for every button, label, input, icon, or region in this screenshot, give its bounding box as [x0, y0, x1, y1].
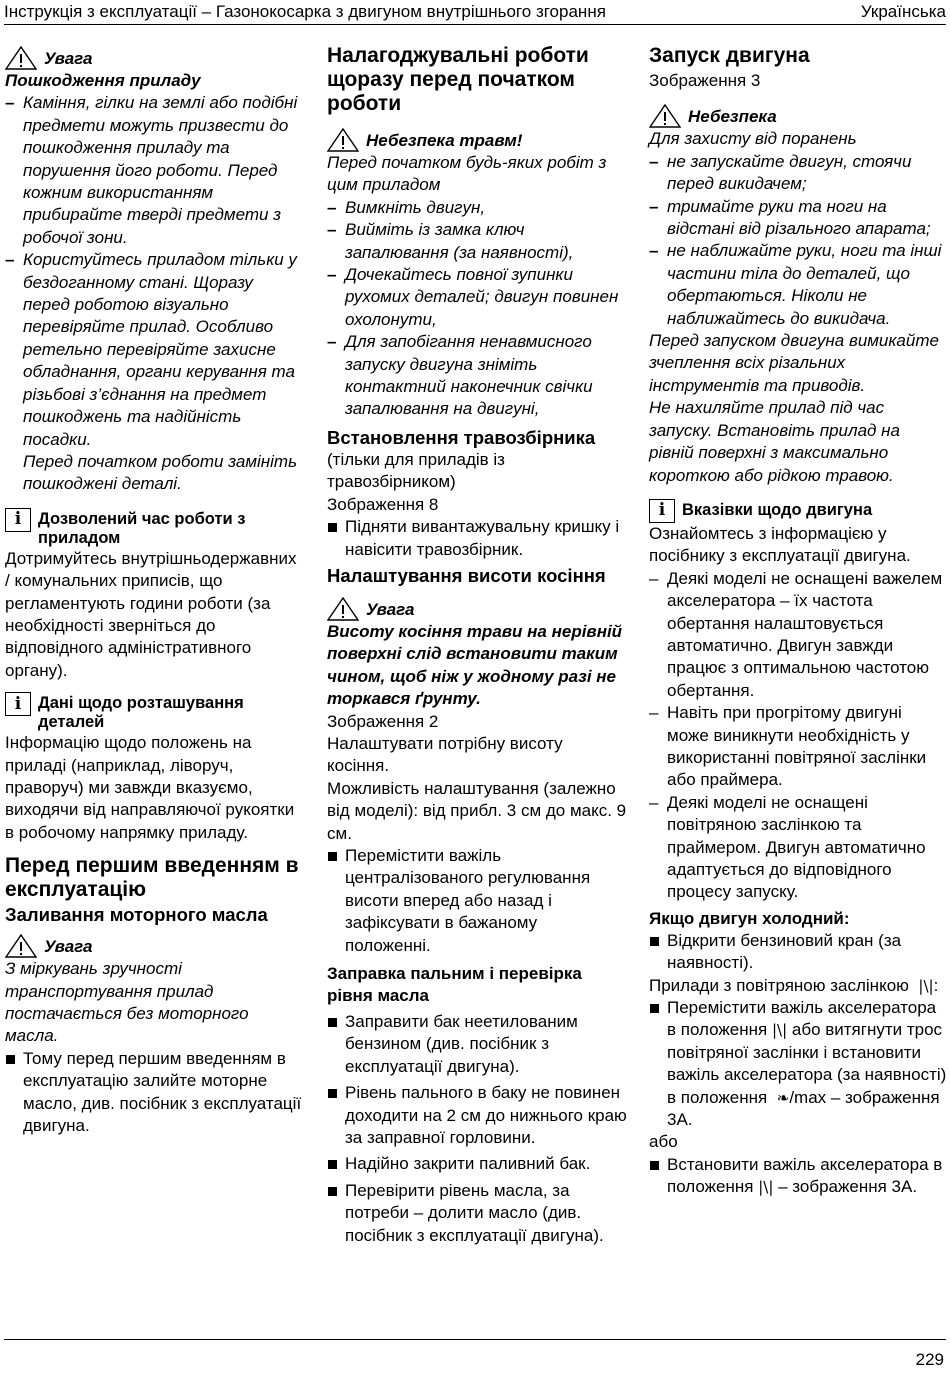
list-item: Надійно закрити паливний бак. [327, 1153, 627, 1175]
list-item: – не наближайте руки, ноги та інші частини тіла до деталей, що обертаються. Ніколи не наближайтесь до викидача. [649, 240, 947, 330]
list-item: Відкрити бензиновий кран (за наявності). [649, 930, 947, 975]
column-right [649, 44, 947, 1199]
header-title: Інструкція з експлуатації – Газонокосарка з двигуном внутрішнього згорання [4, 2, 606, 21]
last-item-text: Встановити важіль акселератора в положення [667, 1154, 943, 1197]
warning-triangle-icon [327, 128, 359, 152]
info-block [5, 508, 303, 548]
header-language: Українська [860, 2, 946, 21]
warning-triangle-icon [5, 46, 37, 70]
figure-reference: Зображення 2 [327, 711, 439, 731]
list-item: – тримайте руки та ноги на відстані від різального апарата; [649, 196, 947, 241]
warning-block [327, 597, 627, 621]
section-heading: Налагоджувальні роботи щоразу перед початком роботи [327, 44, 589, 115]
info-title: Дозволений час роботи з приладом [38, 509, 246, 547]
info-title: Дані щодо розташування деталей [38, 694, 244, 732]
warning-triangle-icon [649, 104, 681, 128]
figure-reference: Зображення 3 [649, 71, 761, 90]
choke-item-text: або витягнути трос повітряної заслінки і встановити важіль акселератора (за наявності) в положення [667, 1020, 947, 1107]
choke-text: Прилади з повітряною заслінкою [649, 975, 909, 995]
last-item-text: – зображення 3A. [778, 1177, 918, 1197]
list-item: Рівень пального в баку не повинен доходити на 2 см до нижнього краю за заправної горловини. [327, 1082, 627, 1149]
warning-subtitle: Пошкодження приладу [5, 71, 201, 90]
list-item: Перемістити важіль централізованого регулювання висоти вперед або назад і зафіксувати в бажаному положенні. [327, 845, 627, 957]
warning-text: Перед початком будь-яких робіт з цим приладом [327, 153, 607, 195]
info-icon: i [5, 692, 31, 716]
info-block [5, 692, 303, 732]
footer-rule [4, 1339, 946, 1340]
warning-block [5, 46, 303, 70]
list-item: – Каміння, гілки на землі або подібні предмети можуть призвести до пошкодження приладу та порушення його роботи. Перед кожним використанням прибирайте тверді предмети з робочої зони. [5, 92, 303, 249]
info-text: Дотримуйтесь внутрішньодержавних / комунальних приписів, що регламентують години роботи (за необхідності зверніться до відповідного адміністративного органу). [5, 548, 297, 680]
warning-title: Небезпека [688, 107, 777, 127]
list-item: – Користуйтесь приладом тільки у бездоганному стані. Щоразу перед роботою візуально перевіряйте прилад. Особливо ретельно перевіряйте захисне обладнання, органи керування та різьбові з’єднання на предмет пошкоджень та надійність посадки. [5, 249, 303, 451]
list-item [649, 997, 947, 1131]
subsection-heading: Заправка пальним і перевірка рівня масла [327, 964, 582, 1005]
info-text: Інформацію щодо положень на приладі (наприклад, ліворуч, праворуч) ми завжди вказуємо, виходячи від направляючої рукоятки в робочому напрямку приладу. [5, 733, 295, 842]
list-item: – Вийміть із замка ключ запалювання (за наявності), [327, 219, 627, 264]
warning-block [649, 104, 947, 128]
choke-symbol-icon: |\| [758, 1178, 774, 1197]
list-item: Тому перед першим введенням в експлуатацію залийте моторне масло, див. посібник з експлуатації двигуна. [5, 1048, 303, 1138]
subsection-heading: Якщо двигун холодний: [649, 908, 850, 928]
warning-title: Увага [44, 49, 93, 68]
body-text: Налаштувати потрібну висоту косіння. [327, 733, 563, 776]
info-icon: i [5, 508, 31, 532]
column-middle [327, 44, 627, 1247]
list-item: Підняти вивантажувальну кришку і навісити травозбірник. [327, 516, 627, 561]
subsection-heading: Налаштування висоти косіння [327, 564, 606, 586]
body-text: або [649, 1132, 678, 1152]
page-number: 229 [915, 1350, 944, 1369]
rabbit-fast-icon: ❧ [771, 1088, 790, 1107]
warning-block [327, 128, 627, 152]
figure-reference: Зображення 8 [327, 494, 439, 514]
column-left [5, 44, 303, 1137]
list-item: Заправити бак неетилованим бензином (див. посібник з експлуатації двигуна). [327, 1011, 627, 1078]
list-item: – не запускайте двигун, стоячи перед викидачем; [649, 151, 947, 196]
warning-text: Висоту косіння трави на нерівній поверхні слід встановити таким чином, щоб ніж у жодному разі не торкався ґрунту. [327, 621, 623, 709]
choke-item-text: /max – зображення 3A. [667, 1087, 940, 1130]
header-rule [4, 24, 946, 25]
warning-text: Перед запуском двигуна вимикайте зчеплення всіх різальних інструментів та приводів. [649, 331, 939, 395]
choke-symbol-icon: |\| [913, 976, 934, 995]
list-item: – Вимкніть двигун, [327, 197, 627, 219]
list-item: – Дочекайтесь повної зупинки рухомих деталей; двигун повинен охолонути, [327, 264, 627, 331]
info-text: Ознайомтесь з інформацією у посібнику з експлуатації двигуна. [649, 523, 911, 566]
subsection-heading: Заливання моторного масла [5, 904, 268, 926]
warning-title: Увага [44, 937, 93, 957]
info-block [649, 499, 947, 523]
list-item [649, 1154, 947, 1199]
info-title: Вказівки щодо двигуна [682, 500, 873, 519]
warning-block [5, 934, 303, 958]
warning-subtitle: Для захисту від поранень [649, 129, 857, 149]
section-heading: Перед першим введенням в експлуатацію [5, 854, 299, 902]
section-heading: Запуск двигуна [649, 44, 810, 67]
list-item: – Деякі моделі не оснащені важелем акселератора – їх частота обертання налаштовується автоматично. Двигун завжди працює з оптимальною частотою обертання. [649, 568, 947, 702]
list-item: Перевірити рівень масла, за потреби – долити масло (див. посібник з експлуатації двигуна). [327, 1180, 627, 1247]
list-item: – Деякі моделі не оснащені повітряною заслінкою та праймером. Двигун автоматично адаптується до відповідного процесу запуску. [649, 792, 947, 904]
warning-title: Небезпека травм! [366, 131, 523, 150]
body-text: Можливість налаштування (залежно від моделі): від прибл. 3 см до макс. 9 см. [327, 778, 627, 843]
body-text [649, 975, 947, 997]
choke-symbol-icon: |\| [771, 1021, 788, 1040]
choke-item-text: Перемістити важіль акселератора в положення [667, 998, 937, 1040]
warning-note: Перед початком роботи замініть пошкоджені деталі. [23, 451, 298, 494]
choke-text-end: : [933, 975, 939, 995]
list-item: – Для запобігання ненавмисного запуску двигуна зніміть контактний наконечник свічки запалювання на двигуні, [327, 331, 627, 421]
warning-triangle-icon [327, 597, 359, 621]
warning-text: Не нахиляйте прилад під час запуску. Встановіть прилад на рівній поверхні з максимально короткою або рідкою травою. [649, 398, 900, 485]
subsection-heading: Встановлення травозбірника [327, 426, 596, 448]
warning-title: Увага [366, 599, 415, 619]
list-item: – Навіть при прогрітому двигуні може виникнути необхідність у використанні повітряної заслінки або праймера. [649, 702, 947, 792]
page-header [4, 2, 946, 24]
warning-triangle-icon [5, 934, 37, 958]
body-text: (тільки для приладів із травозбірником) [327, 449, 505, 492]
info-icon: i [649, 499, 675, 523]
warning-text: З міркувань зручності транспортування прилад постачається без моторного масла. [5, 959, 249, 1046]
